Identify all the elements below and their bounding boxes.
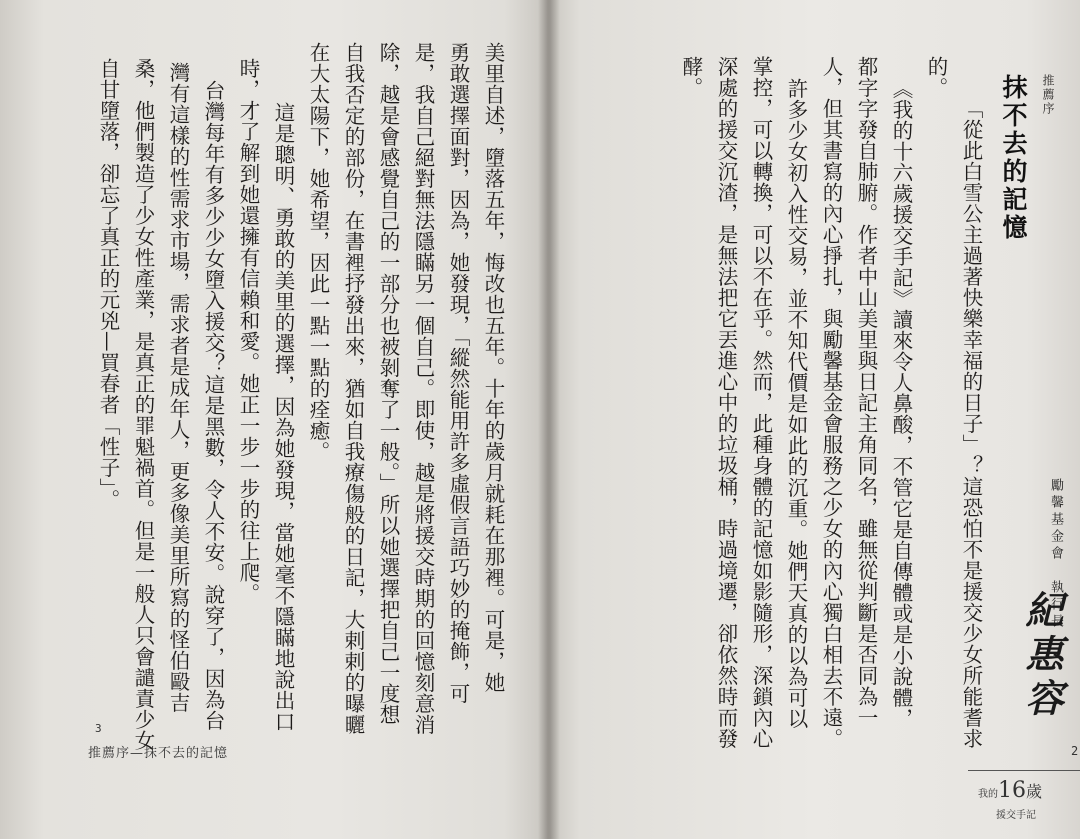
right-body-column-6: 許多少女初入性交易，並不知代價是如此的沉重。她們天真的以為可以	[784, 78, 808, 729]
left-body-column-11: 桑，他們製造了少女性產業，是真正的罪魁禍首。但是一般人只會譴責少女	[131, 58, 155, 751]
left-body-column-5: 自我否定的部份，在書裡抒發出來，猶如自我療傷般的日記，大剌剌的曝曬	[341, 42, 365, 735]
book-subtitle: 援交手記	[996, 810, 1036, 821]
book-number: 16	[998, 778, 1026, 803]
edge-page-mark: 2	[1071, 744, 1079, 758]
page-number: 3	[95, 722, 102, 735]
left-body-column-1: 美里自述，墮落五年，悔改也五年。十年的歲月就耗在那裡。可是，她	[481, 42, 505, 693]
left-body-column-10: 灣有這樣的性需求市場，需求者是成年人，更多像美里所寫的怪伯毆吉	[166, 62, 190, 713]
left-body-column-4: 除，越是會感覺自己的一部分也被剝奪了一般。」所以她選擇把自己一度想	[376, 42, 400, 725]
right-body-column-7: 掌控，可以轉換，可以不在乎。然而，此種身體的記憶如影隨形，深鎖內心	[749, 56, 773, 749]
left-body-column-6: 在大太陽下，她希望，因此一點一點的痊癒。	[306, 42, 330, 462]
right-body-column-3: 《我的十六歲援交手記》讀來令人鼻酸，不管它是自傳體或是小說體，	[889, 78, 913, 729]
left-body-column-2: 勇敢選擇面對，因為，她發現，「縱然能用許多虛假言語巧妙的掩飾，可	[446, 42, 470, 704]
left-body-column-9: 台灣每年有多少少女墮入援交？這是黑數，令人不安。說穿了，因為台	[201, 80, 225, 731]
preface-title: 抹不去的記憶	[999, 74, 1028, 242]
left-body-column-12: 自甘墮落，卻忘了真正的元兇—買春者「性子」。	[96, 58, 120, 510]
left-body-column-8: 時，才了解到她還擁有信賴和愛。她正一步一步的往上爬。	[236, 58, 260, 604]
left-body-column-7: 這是聰明、勇敢的美里的選擇，因為她發現，當她毫不隱瞞地說出口	[271, 102, 295, 732]
right-body-column-2: 的。	[924, 56, 948, 98]
book-prefix: 我的	[978, 789, 998, 800]
book-suffix: 歲	[1026, 782, 1043, 801]
book-gutter	[538, 0, 560, 839]
signature: 紀惠容	[1019, 590, 1064, 722]
footer-rule	[968, 770, 1080, 771]
running-head: 推薦序—抹不去的記憶	[88, 746, 229, 761]
book-mark	[978, 778, 1042, 803]
left-body-column-3: 是，我自己絕對無法隱瞞另一個自己。即使，越是將援交時期的回憶刻意消	[411, 42, 435, 735]
right-page	[548, 0, 1080, 839]
organization-title: 勵馨基金會 執行長	[1048, 478, 1063, 631]
right-body-column-4: 都字字發自肺腑。作者中山美里與日記主角同名，雖無從判斷是否同為一	[854, 56, 878, 728]
preface-label: 推薦序	[1041, 74, 1055, 116]
right-body-column-8: 深處的援交沉渣，是無法把它丟進心中的垃圾桶，時過境遷，卻依然時而發	[714, 56, 738, 749]
right-body-column-5: 人，但其書寫的內心掙扎，與勵馨基金會服務之少女的內心獨白相去不遠。	[819, 56, 843, 749]
right-body-column-1: 「從此白雪公主過著快樂幸福的日子」？這恐怕不是援交少女所能耆求	[959, 98, 983, 749]
right-body-column-9: 酵。	[679, 56, 703, 98]
